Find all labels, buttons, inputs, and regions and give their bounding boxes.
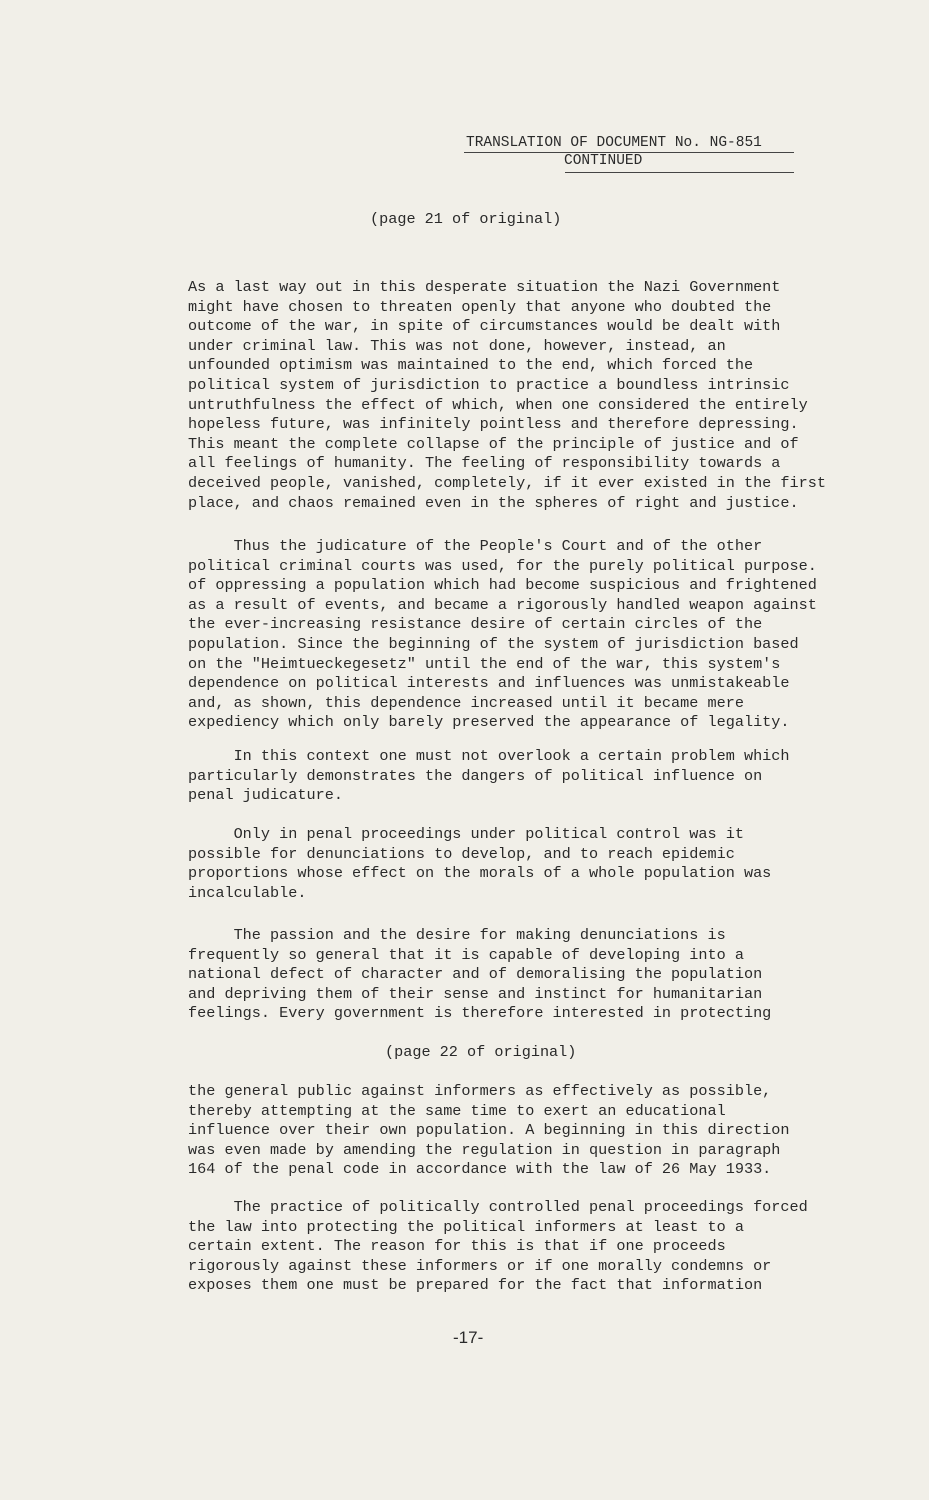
header-underline-1 bbox=[464, 152, 794, 153]
paragraph-2: Thus the judicature of the People's Court and of the other political criminal courts was used, for the purely political purpose. of oppressing a population which had become suspicious and frightened as a result of events, and became a rigorously handled weapon against the ever-increasing resistance desire of certain circles of the population. Since the beginning of the system of jurisdiction based on the "Heimtueckegesetz" until the end of the war, this system's dependence on political interests and influences was unmistakeable and, as shown, this dependence increased until it became mere expediency which only barely preserved the appearance of legality. bbox=[188, 537, 817, 732]
header-underline-2 bbox=[565, 172, 794, 173]
page-note-21: (page 21 of original) bbox=[370, 210, 562, 228]
paragraph-1: As a last way out in this desperate situation the Nazi Government might have chosen to threaten openly that anyone who doubted the outcome of the war, in spite of circumstances would be dealt with under criminal law. This was not done, however, instead, an unfounded optimism was maintained to the end, which forced the political system of jurisdiction to practice a boundless intrinsic untruthfulness the effect of which, when one considered the entirely hopeless future, was infinitely pointless and therefore depressing. This meant the complete collapse of the principle of justice and of all feelings of humanity. The feeling of responsibility towards a deceived people, vanished, completely, if it ever existed in the first place, and chaos remained even in the spheres of right and justice. bbox=[188, 278, 826, 512]
header-continued: CONTINUED bbox=[564, 153, 643, 169]
paragraph-5: The passion and the desire for making denunciations is frequently so general that it is capable of developing into a national defect of character and of demoralising the population and depriving them of their sense and instinct for humanitarian feelings. Every government is therefore interested in protecting bbox=[188, 926, 772, 1023]
header-title: TRANSLATION OF DOCUMENT No. NG-851 bbox=[466, 135, 762, 151]
paragraph-3: In this context one must not overlook a certain problem which particularly demonstrates the dangers of political influence on penal judicature. bbox=[188, 747, 790, 805]
paragraph-7: The practice of politically controlled penal proceedings forced the law into protecting the political informers at least to a certain extent. The reason for this is that if one proceeds rigorously against these informers or if one morally condemns or exposes them one must be prepared for the fact that information bbox=[188, 1198, 808, 1295]
page-note-22: (page 22 of original) bbox=[385, 1043, 577, 1061]
page-number: -17- bbox=[453, 1328, 484, 1347]
paragraph-6: the general public against informers as effectively as possible, thereby attempting at the same time to exert an educational influence over their own population. A beginning in this direction was even made by amending the regulation in question in paragraph 164 of the penal code in accordance with the law of 26 May 1933. bbox=[188, 1082, 790, 1179]
paragraph-4: Only in penal proceedings under political control was it possible for denunciations to develop, and to reach epidemic proportions whose effect on the morals of a whole population was incalculable. bbox=[188, 825, 772, 902]
